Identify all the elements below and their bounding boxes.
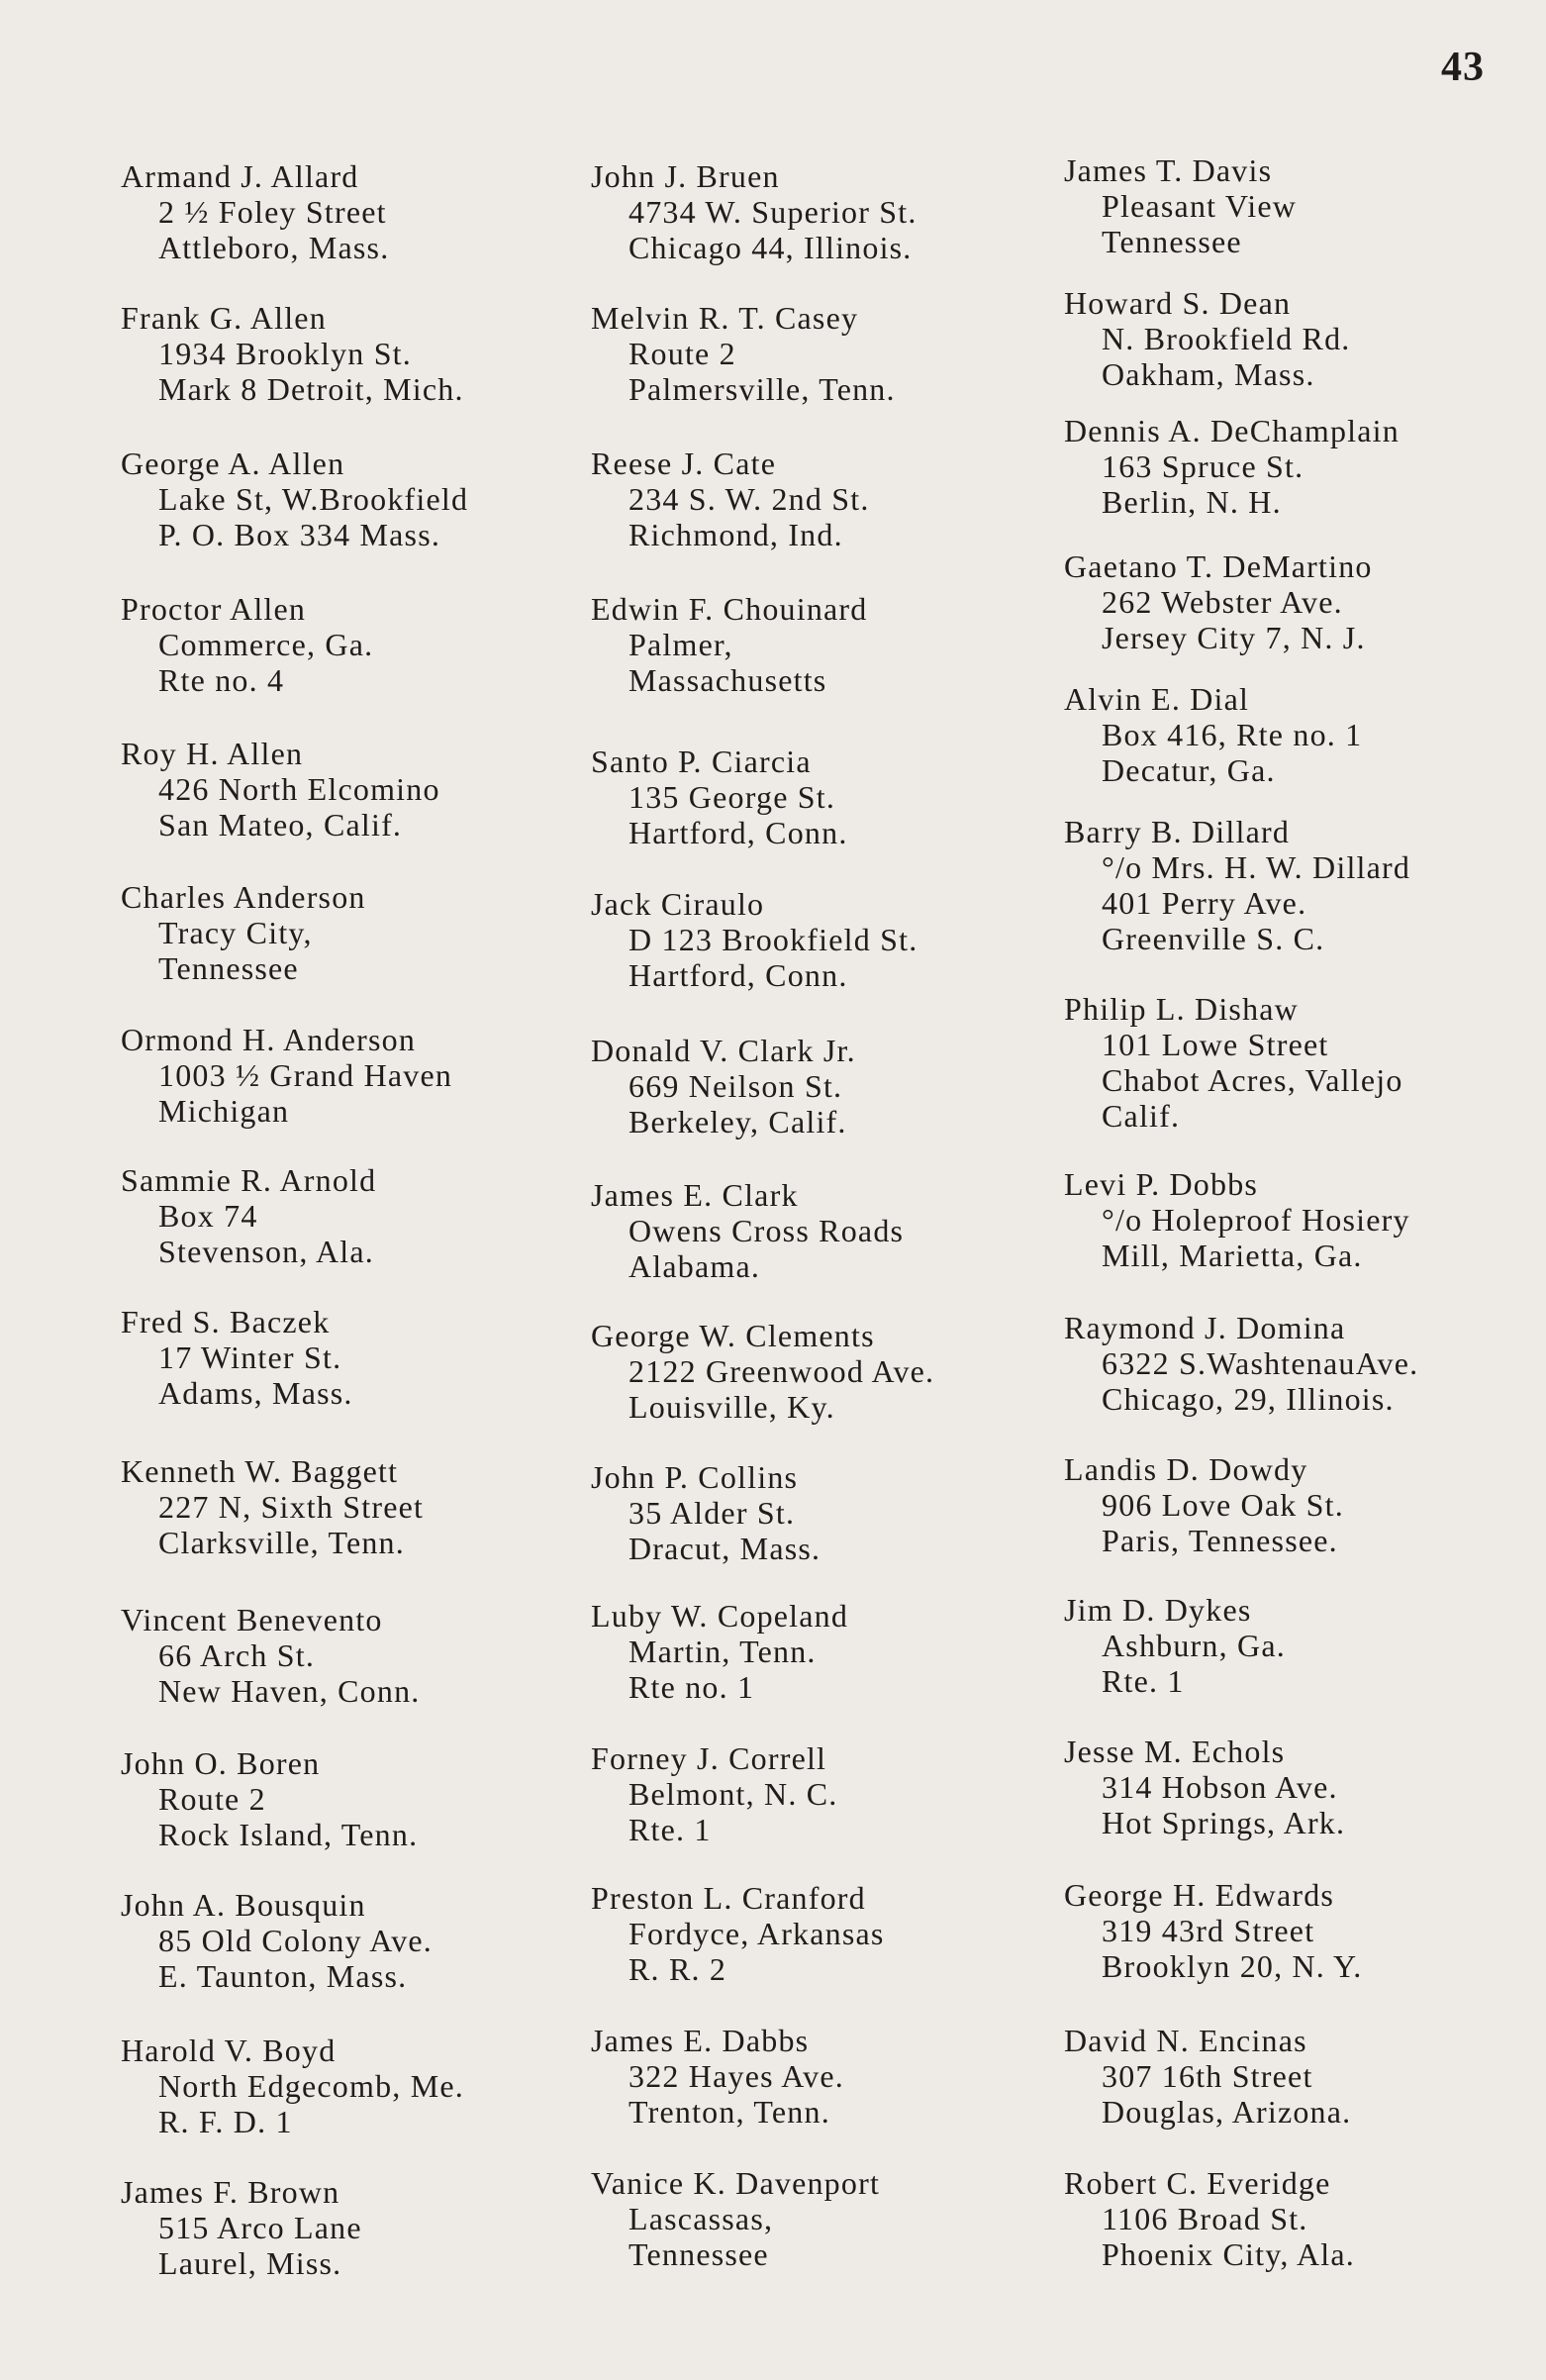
entry-address-line: 4734 W. Superior St. <box>628 194 918 230</box>
entry-address-line: Rte. 1 <box>628 1812 712 1847</box>
entry-name: Frank G. Allen <box>121 300 327 336</box>
directory-entry <box>1064 413 1529 520</box>
entry-name: Robert C. Everidge <box>1064 2165 1331 2201</box>
entry-address-line: Owens Cross Roads <box>628 1213 905 1248</box>
entry-address-line: Clarksville, Tenn. <box>158 1525 405 1560</box>
entry-name: James T. Davis <box>1064 152 1273 188</box>
entry-name: Fred S. Baczek <box>121 1304 331 1339</box>
entry-address-line: Mill, Marietta, Ga. <box>1102 1238 1363 1273</box>
entry-name: Vincent Benevento <box>121 1602 383 1637</box>
entry-name: David N. Encinas <box>1064 2023 1307 2058</box>
entry-address-line: Belmont, N. C. <box>628 1776 838 1812</box>
entry-address-line: Trenton, Tenn. <box>628 2094 830 2130</box>
entry-name: James F. Brown <box>121 2174 340 2210</box>
directory-entry <box>1064 285 1529 392</box>
entry-address-line: Richmond, Ind. <box>628 517 843 552</box>
entry-address-line: 515 Arco Lane <box>158 2210 362 2245</box>
entry-address-line: 35 Alder St. <box>628 1495 796 1531</box>
directory-entry <box>591 1598 1056 1705</box>
entry-address-line: 227 N, Sixth Street <box>158 1489 425 1525</box>
entry-address-line: Greenville S. C. <box>1102 921 1325 956</box>
directory-entry <box>1064 152 1529 259</box>
entry-name: James E. Clark <box>591 1177 799 1213</box>
entry-address-line: 401 Perry Ave. <box>1102 885 1307 921</box>
entry-name: Edwin F. Chouinard <box>591 591 868 627</box>
entry-name: Kenneth W. Baggett <box>121 1453 399 1489</box>
entry-address-line: Rte no. 4 <box>158 662 285 698</box>
entry-address-line: Chabot Acres, Vallejo <box>1102 1062 1403 1098</box>
entry-name: Raymond J. Domina <box>1064 1310 1346 1345</box>
entry-name: Donald V. Clark Jr. <box>591 1033 856 1068</box>
entry-address-line: Chicago, 29, Illinois. <box>1102 1381 1395 1417</box>
directory-entry <box>591 2023 1056 2130</box>
entry-name: Reese J. Cate <box>591 446 777 481</box>
entry-address-line: Tracy City, <box>158 915 313 950</box>
directory-entry <box>121 1887 586 1994</box>
entry-address-line: 135 George St. <box>628 779 836 815</box>
entry-name: John A. Bousquin <box>121 1887 366 1923</box>
entry-name: Alvin E. Dial <box>1064 681 1250 717</box>
directory-entry <box>1064 548 1529 655</box>
entry-address-line: 2 ½ Foley Street <box>158 194 387 230</box>
entry-address-line: Tennessee <box>628 2236 769 2272</box>
directory-entry <box>591 1459 1056 1566</box>
directory-entry <box>121 1602 586 1709</box>
entry-name: Preston L. Cranford <box>591 1880 866 1916</box>
directory-entry <box>121 736 586 843</box>
directory-entry <box>121 1162 586 1269</box>
entry-address-line: Pleasant View <box>1102 188 1298 224</box>
entry-name: Philip L. Dishaw <box>1064 991 1299 1027</box>
entry-address-line: Box 416, Rte no. 1 <box>1102 717 1363 752</box>
entry-address-line: Rte. 1 <box>1102 1663 1185 1699</box>
entry-address-line: Massachusetts <box>628 662 827 698</box>
directory-entry <box>121 1304 586 1411</box>
entry-address-line: P. O. Box 334 Mass. <box>158 517 441 552</box>
entry-address-line: Adams, Mass. <box>158 1375 353 1411</box>
entry-address-line: 319 43rd Street <box>1102 1913 1315 1948</box>
directory-entry <box>1064 1451 1529 1558</box>
entry-address-line: R. F. D. 1 <box>158 2104 293 2139</box>
directory-entry <box>591 2165 1056 2272</box>
entry-address-line: Mark 8 Detroit, Mich. <box>158 371 464 407</box>
entry-name: George A. Allen <box>121 446 345 481</box>
entry-address-line: Stevenson, Ala. <box>158 1234 374 1269</box>
page-number: 43 <box>1441 45 1485 90</box>
entry-address-line: Jersey City 7, N. J. <box>1102 620 1366 655</box>
entry-address-line: 669 Neilson St. <box>628 1068 843 1104</box>
directory-entry <box>121 591 586 698</box>
entry-address-line: Fordyce, Arkansas <box>628 1916 885 1951</box>
entry-address-line: Laurel, Miss. <box>158 2245 342 2281</box>
entry-address-line: Oakham, Mass. <box>1102 356 1315 392</box>
directory-entry <box>591 1033 1056 1140</box>
entry-name: Armand J. Allard <box>121 158 359 194</box>
entry-address-line: Box 74 <box>158 1198 258 1234</box>
entry-name: Roy H. Allen <box>121 736 304 771</box>
entry-name: Ormond H. Anderson <box>121 1022 417 1057</box>
entry-address-line: Lascassas, <box>628 2201 774 2236</box>
entry-address-line: Palmersville, Tenn. <box>628 371 896 407</box>
entry-name: Gaetano T. DeMartino <box>1064 548 1373 584</box>
entry-name: Dennis A. DeChamplain <box>1064 413 1400 448</box>
entry-name: Charles Anderson <box>121 879 366 915</box>
directory-entry <box>591 1740 1056 1847</box>
directory-entry <box>1064 1166 1529 1273</box>
entry-address-line: Dracut, Mass. <box>628 1531 821 1566</box>
directory-entry <box>121 158 586 265</box>
entry-name: Proctor Allen <box>121 591 307 627</box>
entry-address-line: New Haven, Conn. <box>158 1673 421 1709</box>
entry-name: Landis D. Dowdy <box>1064 1451 1308 1487</box>
directory-entry <box>1064 1877 1529 1984</box>
entry-address-line: Alabama. <box>628 1248 761 1284</box>
entry-address-line: Hartford, Conn. <box>628 957 848 993</box>
entry-name: Levi P. Dobbs <box>1064 1166 1259 1202</box>
directory-entry <box>1064 814 1529 956</box>
entry-address-line: 322 Hayes Ave. <box>628 2058 844 2094</box>
entry-address-line: 906 Love Oak St. <box>1102 1487 1344 1523</box>
entry-address-line: D 123 Brookfield St. <box>628 922 918 957</box>
entry-address-line: Paris, Tennessee. <box>1102 1523 1338 1558</box>
entry-name: Jack Ciraulo <box>591 886 765 922</box>
entry-name: Jesse M. Echols <box>1064 1734 1286 1769</box>
entry-address-line: 17 Winter St. <box>158 1339 342 1375</box>
entry-address-line: 1106 Broad St. <box>1102 2201 1308 2236</box>
entry-address-line: Phoenix City, Ala. <box>1102 2236 1355 2272</box>
entry-address-line: Tennessee <box>158 950 299 986</box>
entry-address-line: Route 2 <box>628 336 736 371</box>
entry-address-line: Douglas, Arizona. <box>1102 2094 1352 2130</box>
directory-entry <box>591 300 1056 407</box>
entry-address-line: Calif. <box>1102 1098 1181 1134</box>
directory-entry <box>591 446 1056 552</box>
entry-address-line: San Mateo, Calif. <box>158 807 403 843</box>
entry-address-line: R. R. 2 <box>628 1951 727 1987</box>
entry-name: Barry B. Dillard <box>1064 814 1291 849</box>
entry-address-line: 101 Lowe Street <box>1102 1027 1329 1062</box>
entry-address-line: Brooklyn 20, N. Y. <box>1102 1948 1363 1984</box>
entry-address-line: Lake St, W.Brookfield <box>158 481 469 517</box>
directory-entry <box>1064 2023 1529 2130</box>
entry-name: Luby W. Copeland <box>591 1598 849 1634</box>
directory-entry <box>1064 1310 1529 1417</box>
entry-address-line: Commerce, Ga. <box>158 627 374 662</box>
entry-address-line: 1003 ½ Grand Haven <box>158 1057 453 1093</box>
entry-address-line: Ashburn, Ga. <box>1102 1628 1286 1663</box>
entry-address-line: Rte no. 1 <box>628 1669 755 1705</box>
entry-address-line: 307 16th Street <box>1102 2058 1313 2094</box>
directory-entry <box>121 300 586 407</box>
entry-name: Vanice K. Davenport <box>591 2165 881 2201</box>
directory-entry <box>121 446 586 552</box>
entry-address-line: °/o Mrs. H. W. Dillard <box>1102 849 1411 885</box>
directory-entry <box>591 886 1056 993</box>
directory-entry <box>121 879 586 986</box>
directory-entry <box>591 1177 1056 1284</box>
directory-entry <box>591 1880 1056 1987</box>
entry-address-line: Route 2 <box>158 1781 266 1817</box>
directory-entry <box>591 591 1056 698</box>
directory-entry <box>1064 1592 1529 1699</box>
directory-entry <box>591 1318 1056 1425</box>
directory-entry <box>1064 681 1529 788</box>
entry-address-line: 6322 S.WashtenauAve. <box>1102 1345 1419 1381</box>
entry-address-line: Rock Island, Tenn. <box>158 1817 419 1852</box>
entry-address-line: Palmer, <box>628 627 733 662</box>
entry-address-line: 314 Hobson Ave. <box>1102 1769 1338 1805</box>
entry-address-line: Hartford, Conn. <box>628 815 848 850</box>
entry-name: George H. Edwards <box>1064 1877 1335 1913</box>
entry-name: Howard S. Dean <box>1064 285 1292 321</box>
entry-address-line: Michigan <box>158 1093 290 1129</box>
directory-entry <box>121 1022 586 1129</box>
entry-address-line: 163 Spruce St. <box>1102 448 1304 484</box>
entry-name: Santo P. Ciarcia <box>591 744 812 779</box>
entry-name: James E. Dabbs <box>591 2023 810 2058</box>
entry-address-line: °/o Holeproof Hosiery <box>1102 1202 1410 1238</box>
entry-address-line: Decatur, Ga. <box>1102 752 1276 788</box>
entry-name: Jim D. Dykes <box>1064 1592 1252 1628</box>
entry-address-line: Louisville, Ky. <box>628 1389 835 1425</box>
entry-name: Forney J. Correll <box>591 1740 827 1776</box>
entry-name: Harold V. Boyd <box>121 2033 337 2068</box>
directory-entry <box>591 158 1056 265</box>
entry-address-line: N. Brookfield Rd. <box>1102 321 1351 356</box>
entry-address-line: Attleboro, Mass. <box>158 230 390 265</box>
entry-address-line: 66 Arch St. <box>158 1637 316 1673</box>
entry-address-line: North Edgecomb, Me. <box>158 2068 464 2104</box>
entry-address-line: Berlin, N. H. <box>1102 484 1282 520</box>
directory-entry <box>1064 1734 1529 1840</box>
directory-entry <box>121 2174 586 2281</box>
entry-address-line: Chicago 44, Illinois. <box>628 230 913 265</box>
directory-entry <box>1064 2165 1529 2272</box>
entry-name: George W. Clements <box>591 1318 875 1353</box>
directory-entry <box>121 1745 586 1852</box>
entry-address-line: 426 North Elcomino <box>158 771 440 807</box>
entry-name: John P. Collins <box>591 1459 799 1495</box>
directory-entry <box>1064 991 1529 1134</box>
entry-address-line: 262 Webster Ave. <box>1102 584 1343 620</box>
entry-name: John J. Bruen <box>591 158 780 194</box>
directory-entry <box>591 744 1056 850</box>
entry-address-line: 85 Old Colony Ave. <box>158 1923 434 1958</box>
entry-address-line: Berkeley, Calif. <box>628 1104 847 1140</box>
entry-name: John O. Boren <box>121 1745 321 1781</box>
directory-entry <box>121 2033 586 2139</box>
entry-address-line: E. Taunton, Mass. <box>158 1958 408 1994</box>
entry-address-line: Tennessee <box>1102 224 1242 259</box>
entry-address-line: Hot Springs, Ark. <box>1102 1805 1346 1840</box>
entry-address-line: 2122 Greenwood Ave. <box>628 1353 935 1389</box>
directory-entry <box>121 1453 586 1560</box>
entry-name: Sammie R. Arnold <box>121 1162 377 1198</box>
entry-address-line: 234 S. W. 2nd St. <box>628 481 870 517</box>
entry-name: Melvin R. T. Casey <box>591 300 859 336</box>
entry-address-line: Martin, Tenn. <box>628 1634 817 1669</box>
entry-address-line: 1934 Brooklyn St. <box>158 336 412 371</box>
